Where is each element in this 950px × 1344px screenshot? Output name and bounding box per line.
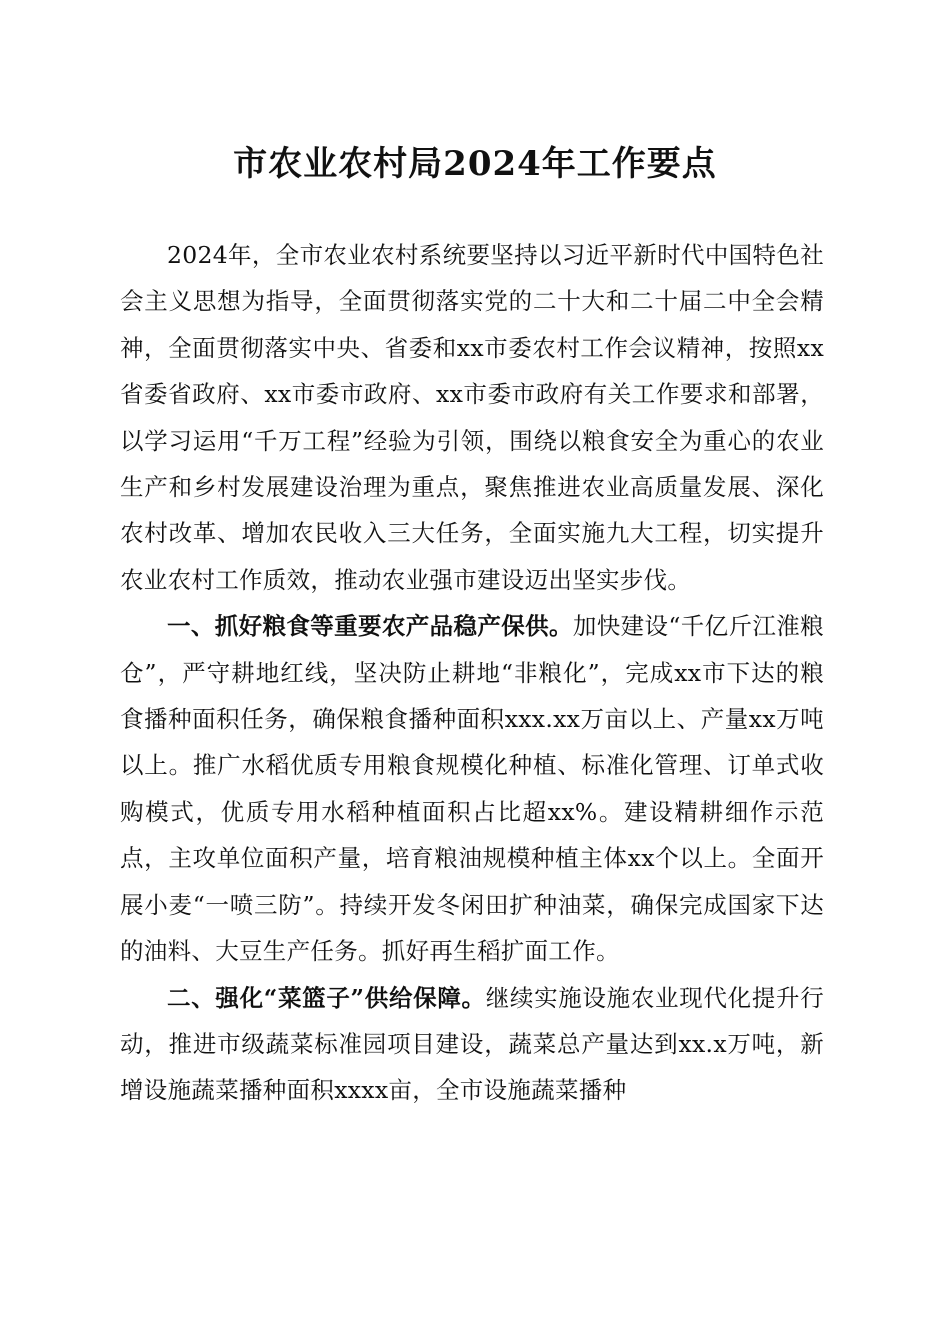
section-heading: 二、强化“菜篮子”供给保障。: [167, 983, 486, 1012]
document-body: [120, 232, 824, 1114]
section-heading: 一、抓好粮食等重要农产品稳产保供。: [167, 612, 573, 641]
paragraph-section-2: [120, 975, 824, 1114]
paragraph-section-1: [120, 603, 824, 974]
paragraph-text: 继续实施设施农业现代化提升行动，推进市级蔬菜标准园项目建设，蔬菜总产量达到xx.x万吨，新增设施蔬菜播种面积xxxx亩，全市设施蔬菜播种: [120, 983, 825, 1105]
document-title: 市农业农村局2024年工作要点: [233, 144, 717, 184]
paragraph-text: 加快建设“千亿斤江淮粮仓”，严守耕地红线，坚决防止耕地“非粮化”，完成xx市下达的粮食播种面积任务，确保粮食播种面积xxx.xx万亩以上、产量xx万吨以上。推广水稻优质专用粮食规模化种植、标准化管理、订单式收购模式，优质专用水稻种植面积占比超xx%。建设精耕细作示范点，主攻单位面积产量，培育粮油规模种植主体xx个以上。全面开展小麦“一喷三防”。持续开发冬闲田扩种油菜，确保完成国家下达的油料、大豆生产任务。抓好再生稻扩面工作。: [120, 612, 824, 966]
paragraph-intro: [120, 232, 824, 603]
paragraph-text: 2024年，全市农业农村系统要坚持以习近平新时代中国特色社会主义思想为指导，全面贯彻落实党的二十大和二十届二中全会精神，全面贯彻落实中央、省委和xx市委农村工作会议精神，按照xx省委省政府、xx市委市政府、xx市委市政府有关工作要求和部署，以学习运用“千万工程”经验为引领，围绕以粮食安全为重心的农业生产和乡村发展建设治理为重点，聚焦推进农业高质量发展、深化农村改革、增加农民收入三大任务，全面实施九大工程，切实提升农业农村工作质效，推动农业强市建设迈出坚实步伐。: [120, 241, 824, 594]
